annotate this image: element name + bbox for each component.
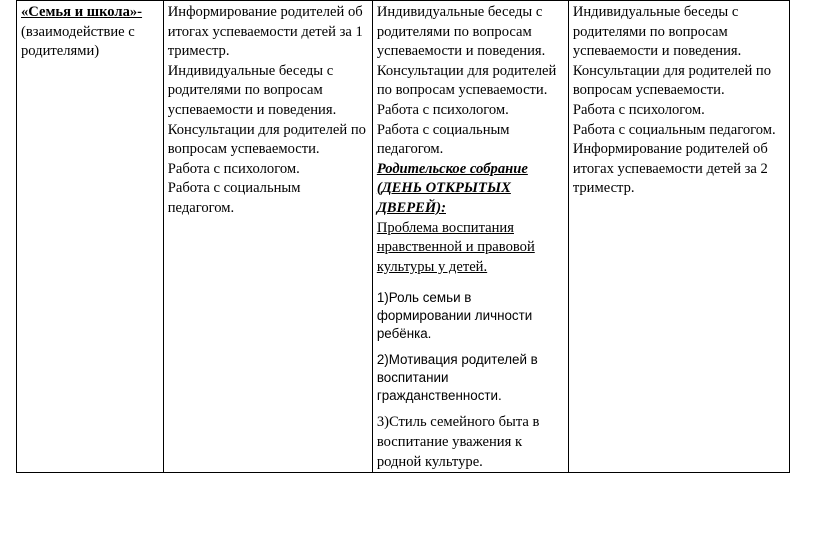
list-item: Работа с социальным педагогом. bbox=[572, 121, 776, 138]
meeting-item: 2)Мотивация родителей в воспитании гражданственности. bbox=[376, 352, 538, 404]
list-item: Консультации для родителей по вопросам успеваемости. bbox=[167, 121, 366, 158]
meeting-item: 3)Стиль семейного быта в воспитание уважения к родной культуре. bbox=[376, 414, 540, 470]
list-item: Работа с психологом. bbox=[167, 160, 300, 177]
list-item: Работа с социальным педагогом. bbox=[376, 121, 510, 158]
list-item: Консультации для родителей по вопросам успеваемости. bbox=[572, 62, 772, 99]
period-2-cell bbox=[372, 1, 568, 473]
table-row bbox=[17, 1, 790, 473]
list-item: Индивидуальные беседы с родителями по вопросам успеваемости и поведения. bbox=[376, 4, 546, 60]
meeting-topic: Проблема воспитания нравственной и правовой культуры у детей. bbox=[376, 219, 535, 275]
period-1-cell bbox=[163, 1, 372, 473]
list-item: Работа с социальным педагогом. bbox=[167, 180, 301, 216]
list-item: Индивидуальные беседы с родителями по вопросам успеваемости и поведения. bbox=[572, 4, 742, 60]
list-item: Работа с психологом. bbox=[376, 101, 509, 118]
plan-table bbox=[16, 0, 790, 473]
meeting-item: 1)Роль семьи в формировании личности ребёнка. bbox=[376, 290, 533, 342]
list-item: Консультации для родителей по вопросам успеваемости. bbox=[376, 62, 557, 99]
section-title: «Семья и школа»- bbox=[21, 4, 143, 20]
list-item: Информирование родителей об итогах успеваемости детей за 2 триместр. bbox=[572, 141, 768, 197]
meeting-title: Родительское собрание (ДЕНЬ ОТКРЫТЫХ ДВЕРЕЙ): bbox=[376, 160, 528, 216]
list-item: Индивидуальные беседы с родителями по вопросам успеваемости и поведения. bbox=[167, 62, 337, 118]
period-3-cell bbox=[568, 1, 789, 473]
section-subtitle: (взаимодействие с родителями) bbox=[21, 23, 135, 60]
section-cell bbox=[17, 1, 164, 473]
list-item: Информирование родителей об итогах успеваемости детей за 1 триместр. bbox=[167, 4, 363, 60]
list-item: Работа с психологом. bbox=[572, 101, 705, 118]
